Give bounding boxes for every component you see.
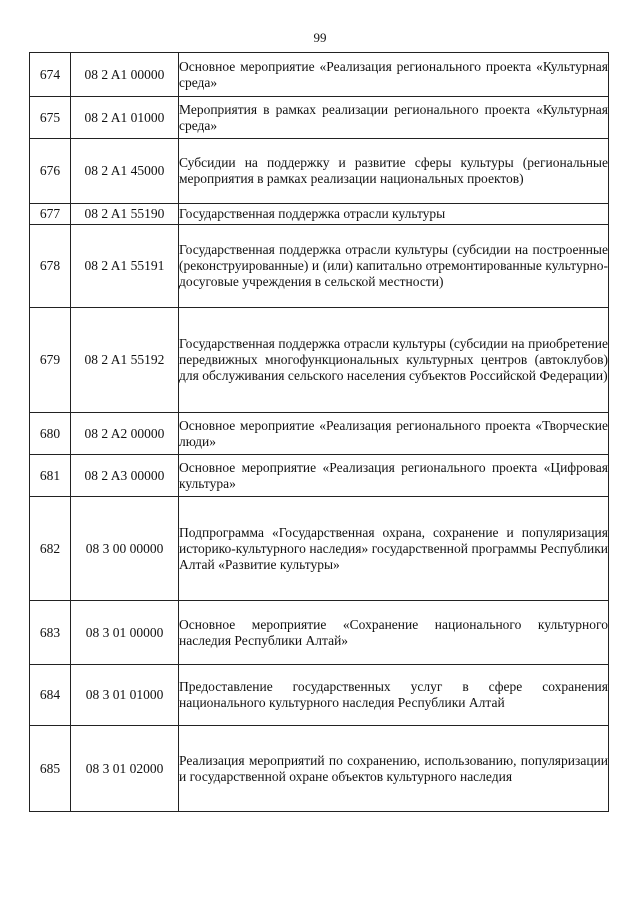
table-row: [30, 455, 609, 497]
expense-name: Основное мероприятие «Сохранение национального культурного наследия Республики Алтай»: [179, 601, 609, 665]
target-article-code: 08 2 A1 45000: [71, 139, 179, 204]
target-article-code: 08 2 A2 00000: [71, 413, 179, 455]
target-article-code: 08 3 01 00000: [71, 601, 179, 665]
row-number: 678: [30, 225, 71, 308]
expense-name: Основное мероприятие «Реализация регионального проекта «Цифровая культура»: [179, 455, 609, 497]
table-row: [30, 139, 609, 204]
target-article-code: 08 3 01 02000: [71, 726, 179, 812]
target-article-code: 08 2 A3 00000: [71, 455, 179, 497]
row-number: 681: [30, 455, 71, 497]
table-row: [30, 497, 609, 601]
table-row: [30, 204, 609, 225]
target-article-code: 08 3 00 00000: [71, 497, 179, 601]
table-row: [30, 665, 609, 726]
table-row: [30, 53, 609, 97]
table-row: [30, 225, 609, 308]
expense-name: Реализация мероприятий по сохранению, использованию, популяризации и государственной охране объектов культурного наследия: [179, 726, 609, 812]
row-number: 682: [30, 497, 71, 601]
row-number: 680: [30, 413, 71, 455]
page-number: 99: [313, 30, 327, 45]
target-article-code: 08 3 01 01000: [71, 665, 179, 726]
target-article-code: 08 2 A1 01000: [71, 97, 179, 139]
table-row: [30, 97, 609, 139]
expense-name: Субсидии на поддержку и развитие сферы культуры (региональные мероприятия в рамках реализации национальных проектов): [179, 139, 609, 204]
table-row: [30, 413, 609, 455]
target-article-code: 08 2 A1 55192: [71, 308, 179, 413]
expense-name: Предоставление государственных услуг в сфере сохранения национального культурного наследия Республики Алтай: [179, 665, 609, 726]
row-number: 684: [30, 665, 71, 726]
row-number: 674: [30, 53, 71, 97]
expense-name: Основное мероприятие «Реализация регионального проекта «Творческие люди»: [179, 413, 609, 455]
budget-classification-table: [29, 52, 609, 812]
table-row: [30, 601, 609, 665]
target-article-code: 08 2 A1 00000: [71, 53, 179, 97]
row-number: 683: [30, 601, 71, 665]
expense-name: Государственная поддержка отрасли культуры: [179, 204, 609, 225]
row-number: 676: [30, 139, 71, 204]
expense-name: Подпрограмма «Государственная охрана, сохранение и популяризация историко-культурного наследия» государственной программы Республики Алтай «Развитие культуры»: [179, 497, 609, 601]
table-row: [30, 308, 609, 413]
expense-name: Мероприятия в рамках реализации регионального проекта «Культурная среда»: [179, 97, 609, 139]
row-number: 679: [30, 308, 71, 413]
expense-name: Государственная поддержка отрасли культуры (субсидии на приобретение передвижных многофункциональных культурных центров (автоклубов) для обслуживания сельского населения субъектов Российской Федерации): [179, 308, 609, 413]
expense-name: Государственная поддержка отрасли культуры (субсидии на построенные (реконструированные) и (или) капитально отремонтированные культурно-досуговые учреждения в сельской местности): [179, 225, 609, 308]
target-article-code: 08 2 A1 55190: [71, 204, 179, 225]
table-row: [30, 726, 609, 812]
target-article-code: 08 2 A1 55191: [71, 225, 179, 308]
row-number: 675: [30, 97, 71, 139]
expense-name: Основное мероприятие «Реализация регионального проекта «Культурная среда»: [179, 53, 609, 97]
row-number: 677: [30, 204, 71, 225]
row-number: 685: [30, 726, 71, 812]
